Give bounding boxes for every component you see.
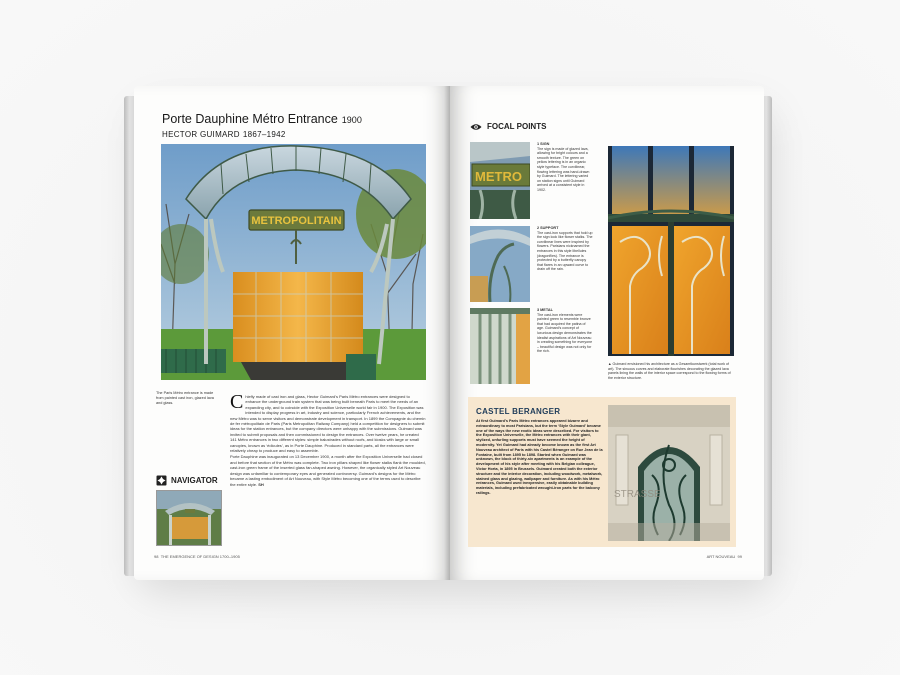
navigator-icon: [156, 475, 167, 486]
body-text: [230, 391, 426, 488]
focal-point-1-heading: SIGN: [540, 142, 550, 146]
focal-point-1-number: 1: [537, 142, 540, 146]
drop-cap: C: [230, 391, 244, 413]
title-year: 1900: [341, 115, 362, 125]
focal-thumb-metal-image: [470, 308, 530, 384]
designer-dates: 1867–1942: [242, 130, 286, 139]
focal-points-label: FOCAL POINTS: [487, 122, 547, 131]
focal-point-1-text: The sign is made of glazed lava, allowing for bright colours and a smooth texture. The green on yellow lettering is in an organic style typeface. The curvilinear, flowing lettering was hand-drawn by Guimard. The lettering varied on station signs until Guimard arrived at a consistent style in 1902.: [537, 146, 590, 192]
focal-point-3-text: The cast-iron elements were painted green to resemble bronze that had acquired the patina of age. Guimard’s concept of luxurious design demonstrates the idealist aspirations of Art Nouveau in creating something for everyone – beautiful design was not only for the rich.: [537, 312, 593, 354]
navigator-thumbnail-image: [157, 491, 222, 546]
castel-photo-sign: STRASSE: [614, 489, 661, 500]
focal-point-3-heading: METAL: [540, 308, 553, 312]
castel-beranger-box: [468, 397, 736, 547]
focal-thumb-sign-text: METRO: [475, 169, 522, 184]
focal-points-heading: [470, 122, 546, 131]
castel-beranger-illustration: [608, 405, 730, 541]
page-number-right: 99: [737, 554, 742, 559]
focal-point-2-text: The cast-iron supports that hold up the sign look like flower stalks. The curvilinear lines were inspired by flowers. Parisians nicknamed the entrances in this style libellules (dragonflies). The entrance is protected by a butterfly canopy that flares in an upward curve to drain off the rain.: [537, 230, 593, 272]
focal-point-3-number: 3: [537, 308, 540, 312]
footer-left: [154, 554, 240, 559]
eye-icon: [470, 123, 482, 131]
page-number-left: 98: [154, 554, 159, 559]
interior-photo-caption: ▲ Guimard envisioned his architecture as a Gesamtkunstwerk (total work of art). The sinuous curves and elaborate flourishes decorating the glazed lava panels lining the walls of the interior space correspond to the flowing forms of the exterior structure.: [608, 362, 731, 380]
title-text: Porte Dauphine Métro Entrance: [162, 112, 338, 126]
left-page: [134, 86, 450, 580]
focal-thumb-metal: [470, 308, 530, 384]
focal-thumb-support: [470, 226, 530, 302]
castel-beranger-title: CASTEL BERANGER: [476, 407, 561, 416]
body-paragraph-2: Porte Dauphine was inaugurated on 13 December 1900, a month after the Exposition Universelle had closed and before that section of the Métro was complete. Two iron pillars shaped like flower stalks flank the moulded, cast-iron green frame of the inserted glass fan-shaped awning. However, the organically styled Art Nouveau design was unfamiliar to contemporary eyes and generated controversy. Guimard’s designs for the Métro became a lasting embodiment of Art Nouveau, with Style Métro becoming one of the terms used to describe the entire style.: [230, 454, 426, 487]
metropolitain-sign-text: METROPOLITAIN: [251, 215, 342, 227]
designer-line: [162, 130, 286, 139]
castel-beranger-photo: [608, 405, 730, 541]
interior-glass-illustration: [608, 146, 734, 356]
focal-point-2-heading: SUPPORT: [540, 226, 559, 230]
metro-entrance-illustration: [161, 144, 426, 380]
photo-caption: The Paris Métro entrance is made from painted cast iron, glazed lava and glass.: [156, 391, 214, 406]
focal-thumb-sign-image: [470, 142, 530, 219]
castel-beranger-text: At first Guimard’s Paris Métro entrances appeared bizarre and extraordinary to most Parisians, but the term ‘Style Guimard’ became one of the ways the new exotic ideas were described. For visitors to the Exposition Universelle, the Métro entrances with their giant, stylized, unfurling supports must have seemed the height of modernity. Yet Guimard had already become known as the first Art Nouveau architect of Paris with his Castel Béranger on Rue Jean de la Fontaine, built from 1895 to 1898. Started when Guimard was unknown, the block of thirty-six apartments is an example of the development of his style after meeting with his Belgian colleague, Victor Horta, in 1895 in Brussels. Guimard created both the exterior structure and the interior decoration, including woodwork, metalwork, stained glass and glazing, wallpaper and furniture. As with his Métro entrances, Guimard used inexpensive, easily obtainable building materials, including prefabricated wrought-iron parts for the balcony railings.: [476, 419, 603, 495]
running-head-left: THE EMERGENCE OF DESIGN 1700–1905: [160, 554, 240, 559]
focal-point-2: [537, 226, 593, 272]
focal-point-1: [537, 142, 593, 193]
designer-name: HECTOR GUIMARD: [162, 130, 240, 139]
focal-thumb-support-image: [470, 226, 530, 302]
page-title: [162, 112, 362, 126]
body-paragraph-1: hiefly made of cast iron and glass, Hector Guimard’s Paris Métro entrances were designed to enhance the underground train system that was being built beneath Paris to meet the needs of an expanding city, and to coincide with the Exposition Universelle world fair in 1900. The Exposition was intended to display progress in art, industry and science, particularly French achievements, and the new Métro was to serve visitors and demonstrate development in transport. In 1899 the Compagnie du chemin de fer métropolitain de Paris (Paris Metropolitan Railway Company) held a competition for designers to submit ideas for the station entrances, but the company directors were unhappy with the submissions. Guimard was invited to submit proposals and then commissioned to design the entrances. Over twelve years, he created 141 Métro entrances in two different styles: simple balustrades without roofs, and kiosks with large or small canopies, known as ‘édicules’, as in Porte Dauphine. Produced in standard parts, all the entrances were relatively cheap to produce and easy to assemble.: [230, 394, 426, 454]
metro-entrance-photo: [161, 144, 426, 380]
running-head-right: ART NOUVEAU: [706, 554, 736, 559]
focal-point-2-number: 2: [537, 226, 540, 230]
navigator-thumbnail: [156, 490, 222, 546]
navigator-label: NAVIGATOR: [171, 476, 218, 485]
footer-right: [707, 554, 742, 559]
focal-thumb-sign: [470, 142, 530, 219]
focal-point-3: [537, 308, 593, 354]
author-initials: SH: [258, 481, 264, 487]
navigator-heading: [156, 475, 218, 486]
right-page: [450, 86, 764, 580]
interior-glass-photo: [608, 146, 734, 356]
